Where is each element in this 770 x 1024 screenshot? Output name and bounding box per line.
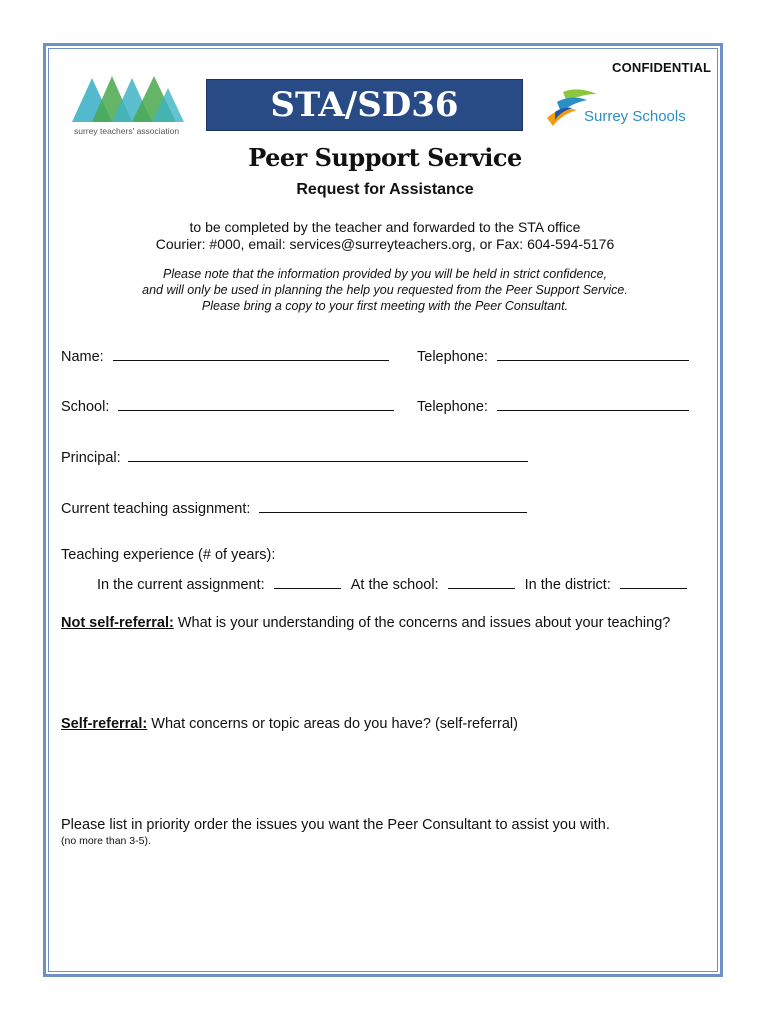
not-self-referral-answer-area[interactable] [61, 640, 701, 705]
telephone-field-2[interactable] [497, 395, 689, 411]
name-row [61, 345, 389, 365]
assignment-label: Current teaching assignment: [61, 501, 251, 517]
self-referral-text: What concerns or topic areas do you have? (self-referral) [147, 716, 518, 732]
name-label: Name: [61, 349, 104, 365]
principal-field[interactable] [128, 446, 528, 462]
at-school-label: At the school: [350, 577, 439, 593]
surrey-schools-logo-text: Surrey Schools [584, 108, 686, 125]
not-self-referral-question [61, 615, 670, 631]
at-school-field[interactable] [448, 573, 515, 589]
school-row [61, 395, 394, 415]
telephone-row-2 [417, 395, 689, 415]
assignment-row [61, 497, 527, 517]
assignment-field[interactable] [259, 497, 527, 513]
self-referral-label: Self-referral: [61, 716, 148, 732]
confidentiality-note-1: Please note that the information provided by you will be held in strict confidence, [162, 267, 607, 281]
instruction-line-2: Courier: #000, email: services@surreyteachers.org, or Fax: 604-594-5176 [155, 236, 615, 252]
not-self-referral-text: What is your understanding of the concerns and issues about your teaching? [173, 615, 671, 631]
page-subtitle: Request for Assistance [296, 181, 474, 198]
principal-row [61, 446, 528, 466]
telephone-label-1: Telephone: [417, 349, 488, 365]
priority-note: (no more than 3-5). [61, 835, 151, 847]
page-title: Peer Support Service [248, 143, 522, 172]
sta-logo-text: surrey teachers' association [74, 126, 180, 136]
current-assignment-label: In the current assignment: [97, 577, 265, 593]
priority-answer-area[interactable] [61, 855, 701, 960]
instruction-line-1: to be completed by the teacher and forwarded to the STA office [189, 219, 581, 235]
confidentiality-note-2: and will only be used in planning the help you requested from the Peer Support Service. [142, 283, 628, 297]
current-assignment-field[interactable] [274, 573, 341, 589]
priority-question: Please list in priority order the issues you want the Peer Consultant to assist you with. [61, 817, 610, 833]
experience-label: Teaching experience (# of years): [61, 547, 276, 563]
in-district-label: In the district: [524, 577, 611, 593]
confidentiality-note-3: Please bring a copy to your first meeting with the Peer Consultant. [201, 299, 569, 313]
in-district-field[interactable] [620, 573, 687, 589]
self-referral-question [61, 716, 518, 732]
school-label: School: [61, 399, 110, 415]
principal-label: Principal: [61, 450, 121, 466]
experience-row [97, 573, 687, 593]
name-field[interactable] [113, 345, 389, 361]
banner-title: STA/SD36 [206, 79, 523, 131]
school-field[interactable] [118, 395, 394, 411]
self-referral-answer-area[interactable] [61, 740, 701, 808]
confidential-label: CONFIDENTIAL [612, 60, 712, 75]
telephone-field-1[interactable] [497, 345, 689, 361]
not-self-referral-label: Not self-referral: [61, 615, 174, 631]
telephone-label-2: Telephone: [417, 399, 488, 415]
telephone-row-1 [417, 345, 689, 365]
